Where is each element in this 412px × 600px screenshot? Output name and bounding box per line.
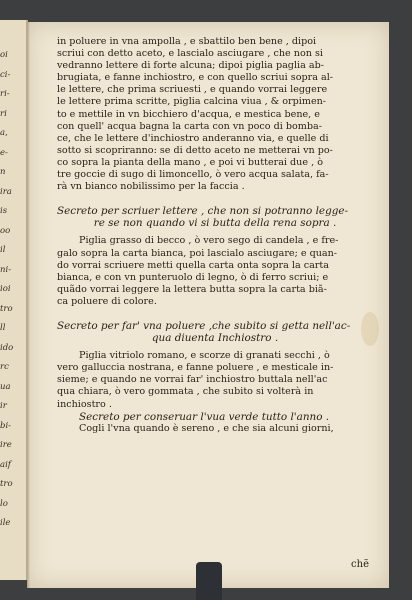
text-line: ca poluere di colore.: [57, 295, 157, 307]
text-line: tre goccie di sugo di limoncello, ò vero acqua salata, fa-: [57, 169, 329, 181]
paragraph-first-line: Cogli l'vna quando è sereno , e che sia alcuni giorni,: [79, 422, 334, 434]
left-page-fragment: tro: [0, 479, 13, 489]
left-page-fragment: ci-: [0, 69, 11, 80]
left-page-fragment: ira: [0, 186, 12, 197]
left-page-fragment: ir: [0, 401, 7, 411]
text-line: in poluere in vna ampolla , e sbattilo ben bene , dipoi: [57, 36, 317, 47]
recipe-heading: Secreto per conseruar l'vua verde tutto l'anno .: [79, 410, 330, 423]
text-line: con quell' acqua bagna la carta con vn poco di bomba-: [57, 120, 322, 132]
left-page-fragment: ri: [0, 108, 7, 119]
recipe-heading: re se non quando vi si butta della rena sopra .: [93, 217, 337, 230]
left-page-fragment: aif: [0, 459, 11, 470]
recipe-heading: qua diuenta Inchiostro .: [151, 332, 279, 345]
paragraph-first-line: Piglia vitriolo romano, e scorze di granati secchi , ò: [79, 350, 330, 362]
left-page-fragment: is: [0, 206, 8, 216]
text-line: ce, che le lettere d'inchiostro anderanno via, e quelle di: [57, 132, 329, 144]
text-line: inchiostro .: [57, 398, 112, 410]
text-line: bianca, e con vn punteruolo di legno, ò di ferro scriui; e: [57, 271, 329, 283]
left-page-fragment: e-: [0, 147, 8, 158]
recipe-heading: Secreto per far' vna poluere ,che subito si getta nell'ac-: [57, 319, 351, 332]
left-page-fragment: ua: [0, 381, 11, 392]
text-line: le lettere prima scritte, piglia calcina viua , & orpimen-: [57, 96, 327, 108]
previous-page-edge: [0, 20, 28, 580]
left-page-fragment: ile: [0, 518, 11, 528]
text-line: quãdo vorrai leggere la lettera butta sopra la carta biã-: [57, 283, 327, 295]
left-page-fragment: rc: [0, 362, 9, 372]
text-line: vedranno lettere di forte alcuna; dipoi piglia paglia ab-: [57, 60, 324, 72]
book-page: [27, 22, 389, 588]
recipe-heading: Secreto per scriuer lettere , che non si potranno legge-: [57, 205, 349, 218]
left-page-fragment: bi-: [0, 420, 12, 431]
paragraph-gap: [57, 308, 373, 320]
catchword: chẽ: [351, 559, 369, 570]
page-clip: [196, 562, 222, 600]
text-line: co sopra la pianta della mano , e poi vi butterai due , ò: [57, 156, 323, 168]
text-line: brugiata, e fanne inchiostro, e con quello scriui sopra al-: [57, 72, 334, 84]
text-line: vero galluccia nostrana, e fanne poluere , e mesticale in-: [57, 362, 334, 374]
text-line: scriui con detto aceto, e lascialo asciugare , che non si: [57, 48, 323, 60]
text-line: sotto si scopriranno: se di detto aceto ne metterai vn po-: [57, 144, 333, 156]
left-page-fragment: ido: [0, 342, 14, 353]
text-line: qua chiara, ò vero gommata , che subito si volterà in: [57, 386, 314, 398]
page-text: [57, 36, 373, 435]
left-page-fragment: ire: [0, 440, 12, 450]
left-page-fragment: ioi: [0, 284, 11, 294]
text-line: do vorrai scriuere metti quella carta onta sopra la carta: [57, 259, 329, 271]
text-line: sieme; e quando ne vorrai far' inchiostro buttala nell'ac: [57, 374, 328, 386]
left-page-fragment: oi: [0, 50, 8, 60]
left-page-fragment: n: [0, 167, 6, 177]
left-page-fragment: tro: [0, 303, 13, 314]
text-line: galo sopra la carta bianca, poi lascialo asciugare; e quan-: [57, 247, 338, 259]
left-page-fragment: lo: [0, 498, 8, 509]
left-page-fragment: ri-: [0, 89, 10, 99]
paragraph-first-line: Piglia grasso di becco , ò vero sego di candela , e fre-: [79, 235, 339, 247]
text-line: rà vn bianco nobilissimo per la faccia .: [57, 181, 245, 193]
left-page-fragment: ni-: [0, 264, 12, 275]
left-page-fragment: ll: [0, 323, 6, 333]
left-page-fragment: oo: [0, 225, 11, 236]
text-line: to e mettile in vn bicchiero d'acqua, e mestica bene, e: [57, 108, 320, 120]
left-page-fragment: il: [0, 245, 6, 255]
paragraph-gap: [57, 193, 373, 205]
text-line: le lettere, che prima scriuesti , e quando vorrai leggere: [57, 84, 328, 96]
left-page-fragment: a,: [0, 128, 8, 138]
